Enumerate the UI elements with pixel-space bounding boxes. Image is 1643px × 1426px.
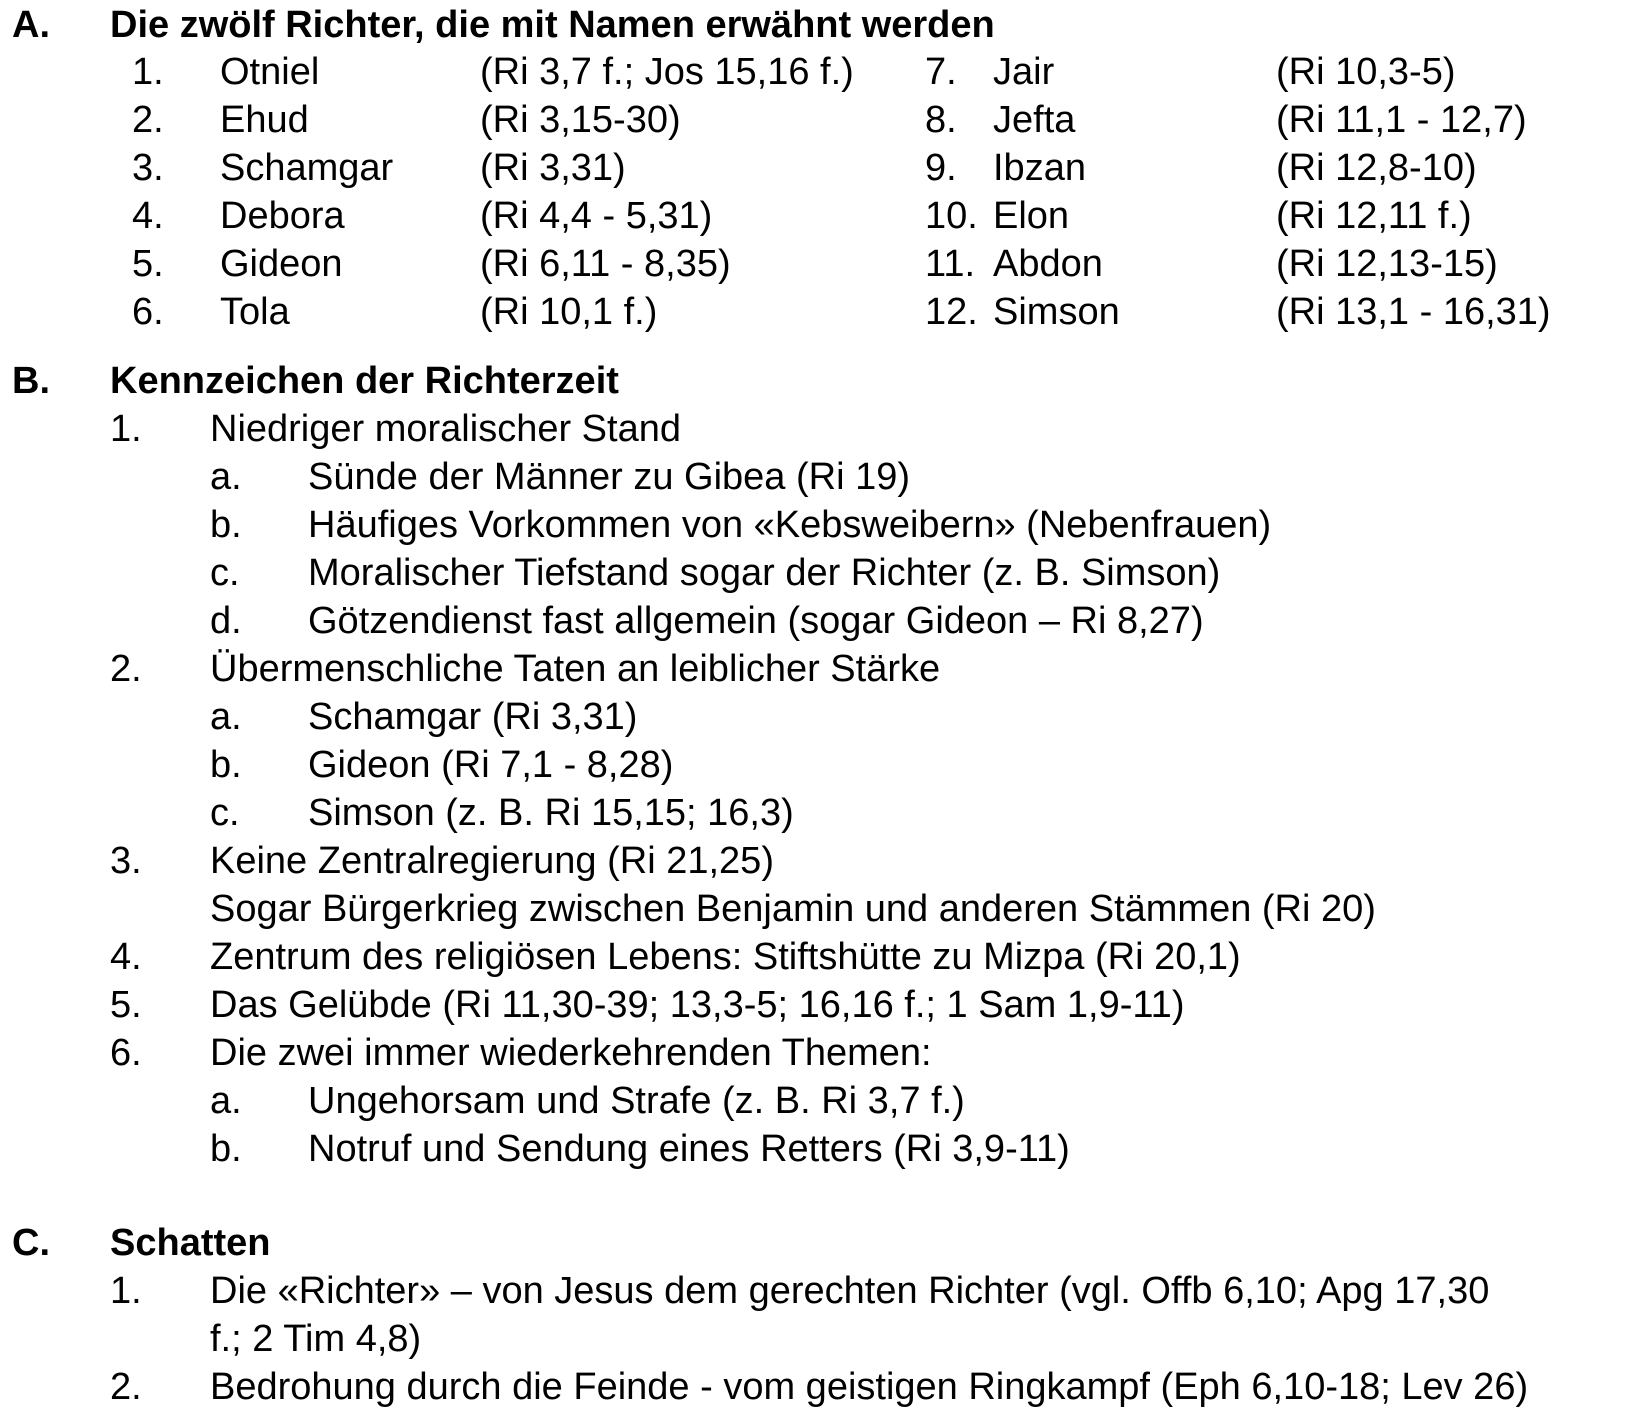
item-continuation-text: Sogar Bürgerkrieg zwischen Benjamin und anderen Stämmen (Ri 20) [210, 888, 1376, 930]
judge-reference: (Ri 10,1 f.) [480, 291, 658, 333]
item-text: Bedrohung durch die Feinde - vom geistigen Ringkampf (Eph 6,10-18; Lev 26) [210, 1366, 1529, 1408]
item-text: Niedriger moralischer Stand [210, 408, 681, 450]
subitem-letter: a. [210, 696, 242, 738]
item-text: Zentrum des religiösen Lebens: Stiftshütte zu Mizpa (Ri 20,1) [210, 936, 1241, 978]
subitem-text: Moralischer Tiefstand sogar der Richter (z. B. Simson) [308, 552, 1221, 594]
judge-reference: (Ri 13,1 - 16,31) [1276, 291, 1551, 333]
judge-number: 4. [132, 195, 164, 237]
judge-reference: (Ri 6,11 - 8,35) [480, 243, 731, 285]
subitem-letter: b. [210, 504, 242, 546]
judge-name: Elon [993, 195, 1070, 237]
judge-number: 1. [132, 51, 164, 93]
subitem-text: Sünde der Männer zu Gibea (Ri 19) [308, 456, 910, 498]
judge-name: Jefta [993, 99, 1076, 141]
judge-name: Abdon [993, 243, 1103, 285]
item-number: 1. [110, 1270, 142, 1312]
item-text: Die zwei immer wiederkehrenden Themen: [210, 1032, 932, 1074]
judge-number: 3. [132, 147, 164, 189]
item-text: Das Gelübde (Ri 11,30-39; 13,3-5; 16,16 f.; 1 Sam 1,9-11) [210, 984, 1185, 1026]
subitem-text: Schamgar (Ri 3,31) [308, 696, 638, 738]
judge-reference: (Ri 11,1 - 12,7) [1276, 99, 1527, 141]
judge-name: Jair [993, 51, 1055, 93]
subitem-text: Götzendienst fast allgemein (sogar Gideon – Ri 8,27) [308, 600, 1204, 642]
subitem-text: Häufiges Vorkommen von «Kebsweibern» (Nebenfrauen) [308, 504, 1272, 546]
judge-name: Ehud [220, 99, 309, 141]
item-number: 6. [110, 1032, 142, 1074]
judge-reference: (Ri 3,7 f.; Jos 15,16 f.) [480, 51, 854, 93]
subitem-text: Simson (z. B. Ri 15,15; 16,3) [308, 792, 794, 834]
judge-name: Schamgar [220, 147, 394, 189]
item-number: 3. [110, 840, 142, 882]
judge-reference: (Ri 12,13-15) [1276, 243, 1498, 285]
section-label: A. [12, 4, 50, 46]
section-label: C. [12, 1222, 50, 1264]
subitem-letter: d. [210, 600, 242, 642]
judge-reference: (Ri 3,31) [480, 147, 626, 189]
judge-number: 9. [925, 147, 957, 189]
judge-reference: (Ri 3,15-30) [480, 99, 681, 141]
judge-number: 11. [925, 243, 976, 285]
judge-number: 5. [132, 243, 164, 285]
judge-number: 6. [132, 291, 164, 333]
subitem-letter: b. [210, 744, 242, 786]
judge-name: Debora [220, 195, 345, 237]
item-number: 2. [110, 648, 142, 690]
item-number: 2. [110, 1366, 142, 1408]
section-title: Kennzeichen der Richterzeit [110, 360, 619, 402]
subitem-text: Notruf und Sendung eines Retters (Ri 3,9-11) [308, 1128, 1070, 1170]
subitem-letter: a. [210, 1080, 242, 1122]
section-title: Schatten [110, 1222, 271, 1264]
judge-name: Tola [220, 291, 290, 333]
item-text: Die «Richter» – von Jesus dem gerechten Richter (vgl. Offb 6,10; Apg 17,30 [210, 1270, 1490, 1312]
judge-name: Simson [993, 291, 1120, 333]
judge-reference: (Ri 12,8-10) [1276, 147, 1477, 189]
section-title: Die zwölf Richter, die mit Namen erwähnt werden [110, 4, 995, 46]
judge-name: Gideon [220, 243, 343, 285]
subitem-text: Gideon (Ri 7,1 - 8,28) [308, 744, 674, 786]
subitem-letter: c. [210, 552, 240, 594]
judge-reference: (Ri 10,3-5) [1276, 51, 1456, 93]
judge-number: 8. [925, 99, 957, 141]
subitem-letter: c. [210, 792, 240, 834]
item-continuation-text: f.; 2 Tim 4,8) [210, 1318, 422, 1360]
judge-reference: (Ri 4,4 - 5,31) [480, 195, 713, 237]
judge-name: Otniel [220, 51, 320, 93]
section-label: B. [12, 360, 50, 402]
judge-number: 2. [132, 99, 164, 141]
subitem-text: Ungehorsam und Strafe (z. B. Ri 3,7 f.) [308, 1080, 965, 1122]
item-number: 1. [110, 408, 142, 450]
judge-reference: (Ri 12,11 f.) [1276, 195, 1472, 237]
judge-number: 12. [925, 291, 978, 333]
judge-name: Ibzan [993, 147, 1086, 189]
judge-number: 10. [925, 195, 978, 237]
item-text: Keine Zentralregierung (Ri 21,25) [210, 840, 774, 882]
subitem-letter: a. [210, 456, 242, 498]
item-text: Übermenschliche Taten an leiblicher Stärke [210, 648, 941, 690]
item-number: 4. [110, 936, 142, 978]
judge-number: 7. [925, 51, 957, 93]
subitem-letter: b. [210, 1128, 242, 1170]
item-number: 5. [110, 984, 142, 1026]
